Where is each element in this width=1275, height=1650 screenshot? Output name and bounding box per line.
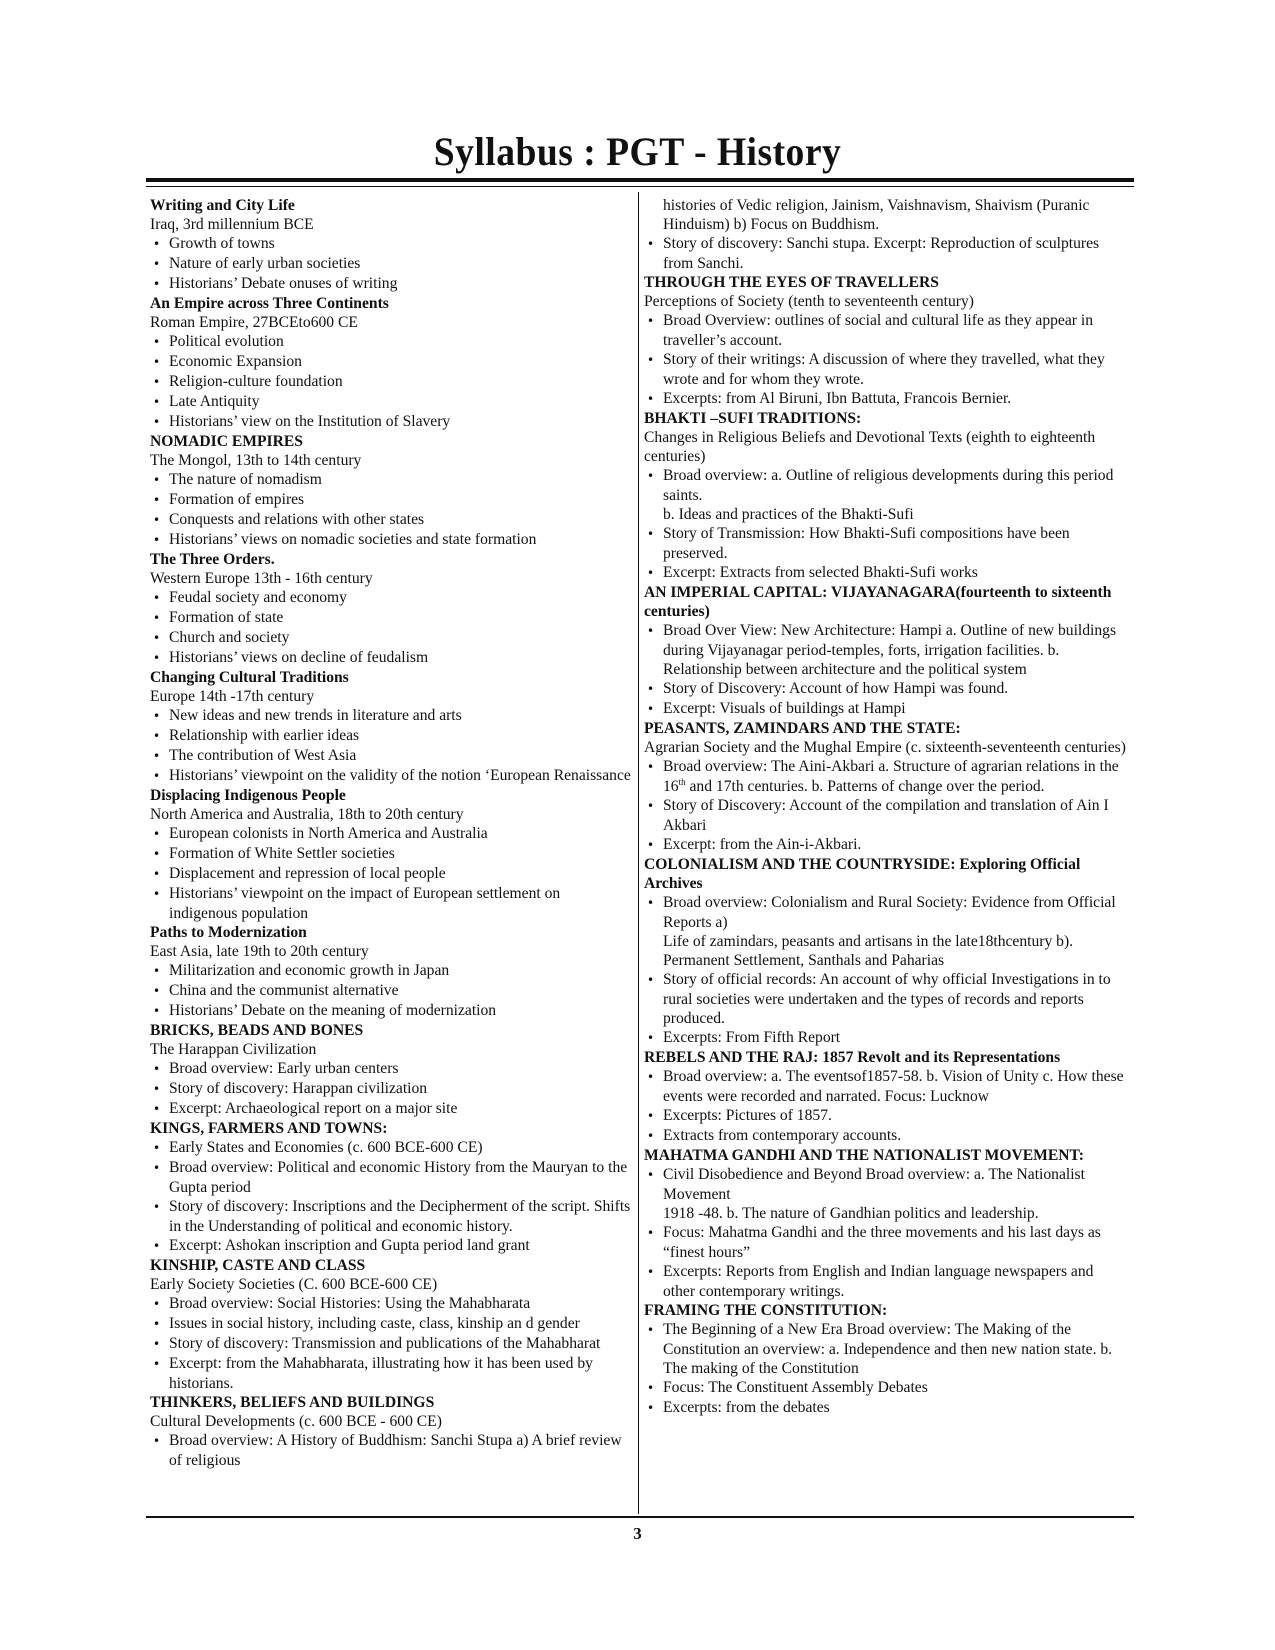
bullet-item: • Story of Discovery: Account of how Hampi was found. (644, 679, 1128, 699)
section-subtitle: Perceptions of Society (tenth to seventeenth century) (644, 293, 974, 310)
section-subtitle: Early Society Societies (C. 600 BCE-600 CE) (150, 1276, 438, 1293)
bullet-item: • Feudal society and economy (150, 588, 632, 608)
bullet-item: • Excerpts: from Al Biruni, Ibn Battuta, Francois Bernier. (644, 389, 1128, 409)
bullet-item: • Story of their writings: A discussion of where they travelled, what they wrote and for whom they wrote. (644, 350, 1128, 389)
bullet-item: • Late Antiquity (150, 392, 632, 412)
title-rule-thin (146, 186, 1134, 187)
bullet-item: • Broad overview: The Aini-Akbari a. Structure of agrarian relations in the 16th and 17th centuries. b. Patterns of change over the period. (644, 757, 1128, 796)
bullet-item: • The contribution of West Asia (150, 746, 632, 766)
section-heading: KINGS, FARMERS AND TOWNS: (150, 1120, 388, 1137)
section-heading: REBELS AND THE RAJ: 1857 Revolt and its Representations (644, 1049, 1061, 1066)
bullet-item: • Extracts from contemporary accounts. (644, 1126, 1128, 1146)
bullet-item: • Excerpt: Extracts from selected Bhakti-Sufi works (644, 563, 1128, 583)
section-subtitle: North America and Australia, 18th to 20th century (150, 806, 464, 823)
bullet-item: • Political evolution (150, 332, 632, 352)
bullet-item: • Excerpts: Pictures of 1857. (644, 1106, 1128, 1126)
section-subtitle: Cultural Developments (c. 600 BCE - 600 CE) (150, 1413, 442, 1430)
section-subtitle: Changes in Religious Beliefs and Devotional Texts (eighth to eighteenth centuries) (644, 429, 1096, 465)
bullet-item: • Broad overview: Colonialism and Rural Society: Evidence from Official Reports a) (644, 893, 1128, 932)
right-column (644, 196, 1128, 1418)
bullet-item: • Issues in social history, including caste, class, kinship an d gender (150, 1314, 632, 1334)
section-subtitle: East Asia, late 19th to 20th century (150, 943, 369, 960)
bullet-item: • Excerpt: Visuals of buildings at Hampi (644, 699, 1128, 719)
section-subtitle: Iraq, 3rd millennium BCE (150, 216, 314, 233)
section-subtitle: Western Europe 13th - 16th century (150, 570, 373, 587)
bullet-item: • Civil Disobedience and Beyond Broad overview: a. The Nationalist Movement (644, 1165, 1128, 1204)
section-subtitle: The Harappan Civilization (150, 1041, 317, 1058)
bullet-item: • Growth of towns (150, 234, 632, 254)
bullet-item: • Formation of White Settler societies (150, 844, 632, 864)
bullet-item: • Historians’ viewpoint on the impact of European settlement on indigenous population (150, 884, 632, 923)
section-subtitle: Agrarian Society and the Mughal Empire (c. sixteenth-seventeenth centuries) (644, 739, 1126, 756)
bullet-item: • Displacement and repression of local people (150, 864, 632, 884)
bullet-item: • Broad overview: A History of Buddhism: Sanchi Stupa a) A brief review of religious (150, 1431, 632, 1470)
section-heading: THINKERS, BELIEFS AND BUILDINGS (150, 1394, 435, 1411)
bullet-item: • Formation of empires (150, 490, 632, 510)
bullet-item: • Story of discovery: Harappan civilization (150, 1079, 632, 1099)
bullet-item: • The Beginning of a New Era Broad overview: The Making of the Constitution an overview: a. Independence and then new nation state. b. The making of the Constitution (644, 1320, 1128, 1378)
bullet-item: • Militarization and economic growth in Japan (150, 961, 632, 981)
bullet-item: • Excerpt: from the Ain-i-Akbari. (644, 835, 1128, 855)
bullet-item: • Story of official records: An account of why official Investigations in to rural societies were undertaken and the types of records and reports produced. (644, 970, 1128, 1028)
bottom-rule (146, 1516, 1134, 1518)
section-heading: The Three Orders. (150, 551, 275, 568)
column-divider (638, 192, 639, 1514)
continued-text: histories of Vedic religion, Jainism, Vaishnavism, Shaivism (Puranic Hinduism) b) Focus on Buddhism. (663, 197, 1090, 233)
section-subtitle: Roman Empire, 27BCEto600 CE (150, 314, 358, 331)
page-title: Syllabus : PGT - History (433, 129, 842, 174)
bullet-item: • Nature of early urban societies (150, 254, 632, 274)
bullet-item: • Economic Expansion (150, 352, 632, 372)
bullet-item: • European colonists in North America and Australia (150, 824, 632, 844)
continued-text: 1918 -48. b. The nature of Gandhian politics and leadership. (663, 1205, 1039, 1222)
bullet-item: • Broad overview: a. Outline of religious developments during this period saints. (644, 466, 1128, 505)
continued-text: b. Ideas and practices of the Bhakti-Sufi (663, 506, 914, 523)
section-heading: Writing and City Life (150, 197, 295, 214)
bullet-item: • Focus: Mahatma Gandhi and the three movements and his last days as “finest hours” (644, 1223, 1128, 1262)
bullet-item: • China and the communist alternative (150, 981, 632, 1001)
section-heading: Changing Cultural Traditions (150, 669, 349, 686)
section-heading: BRICKS, BEADS AND BONES (150, 1022, 364, 1039)
section-heading: AN IMPERIAL CAPITAL: VIJAYANAGARA(fourteenth to sixteenth centuries) (644, 584, 1112, 620)
bullet-item: • Historians’ view on the Institution of Slavery (150, 412, 632, 432)
section-heading: FRAMING THE CONSTITUTION: (644, 1302, 888, 1319)
section-heading: THROUGH THE EYES OF TRAVELLERS (644, 274, 939, 291)
title-rule-thick (146, 178, 1134, 182)
bullet-item: • Religion-culture foundation (150, 372, 632, 392)
page-number: 3 (633, 1524, 642, 1543)
section-heading: BHAKTI –SUFI TRADITIONS: (644, 410, 862, 427)
bullet-item: • Excerpts: from the debates (644, 1398, 1128, 1418)
section-subtitle: Europe 14th -17th century (150, 688, 315, 705)
bullet-item: • Excerpts: From Fifth Report (644, 1028, 1128, 1048)
bullet-item: • Story of Discovery: Account of the compilation and translation of Ain I Akbari (644, 796, 1128, 835)
bullet-item: • Excerpt: from the Mahabharata, illustrating how it has been used by historians. (150, 1354, 632, 1393)
bullet-item: • Excerpt: Ashokan inscription and Gupta period land grant (150, 1236, 632, 1256)
bullet-item: • Story of discovery: Inscriptions and the Decipherment of the script. Shifts in the Understanding of political and economic history. (150, 1197, 632, 1236)
section-subtitle: The Mongol, 13th to 14th century (150, 452, 362, 469)
bullet-item: • Broad overview: Political and economic History from the Mauryan to the Gupta period (150, 1158, 632, 1197)
bullet-item: • Formation of state (150, 608, 632, 628)
bullet-item: • Excerpt: Archaeological report on a major site (150, 1099, 632, 1119)
section-heading: Paths to Modernization (150, 924, 307, 941)
bullet-item: • Broad Over View: New Architecture: Hampi a. Outline of new buildings during Vijayanagar period-temples, forts, irrigation facilities. b. Relationship between architecture and the political system (644, 621, 1128, 679)
bullet-item: • Broad overview: a. The eventsof1857-58. b. Vision of Unity c. How these events were recorded and narrated. Focus: Lucknow (644, 1067, 1128, 1106)
section-heading: MAHATMA GANDHI AND THE NATIONALIST MOVEMENT: (644, 1147, 1084, 1164)
bullet-item: • Story of discovery: Transmission and publications of the Mahabharat (150, 1334, 632, 1354)
bullet-item: • Story of Transmission: How Bhakti-Sufi compositions have been preserved. (644, 524, 1128, 563)
section-heading: PEASANTS, ZAMINDARS AND THE STATE: (644, 720, 961, 737)
section-heading: Displacing Indigenous People (150, 787, 346, 804)
section-heading: NOMADIC EMPIRES (150, 433, 303, 450)
left-column (150, 196, 632, 1470)
bullet-item: • Church and society (150, 628, 632, 648)
bullet-item: • The nature of nomadism (150, 470, 632, 490)
bullet-item: • Story of discovery: Sanchi stupa. Excerpt: Reproduction of sculptures from Sanchi. (644, 234, 1128, 273)
bullet-item: • Historians’ Debate on the meaning of modernization (150, 1001, 632, 1021)
bullet-item: • Historians’ views on decline of feudalism (150, 648, 632, 668)
bullet-item: • Excerpts: Reports from English and Indian language newspapers and other contemporary writings. (644, 1262, 1128, 1301)
bullet-item: • Broad overview: Social Histories: Using the Mahabharata (150, 1294, 632, 1314)
bullet-item: • Broad overview: Early urban centers (150, 1059, 632, 1079)
bullet-item: • Historians’ Debate onuses of writing (150, 274, 632, 294)
bullet-item: • Conquests and relations with other states (150, 510, 632, 530)
section-heading: COLONIALISM AND THE COUNTRYSIDE: Exploring Official Archives (644, 856, 1081, 892)
bullet-item: • Broad Overview: outlines of social and cultural life as they appear in traveller’s account. (644, 311, 1128, 350)
bullet-item: • Early States and Economies (c. 600 BCE-600 CE) (150, 1138, 632, 1158)
bullet-item: • Focus: The Constituent Assembly Debates (644, 1378, 1128, 1398)
section-heading: An Empire across Three Continents (150, 295, 389, 312)
section-heading: KINSHIP, CASTE AND CLASS (150, 1257, 366, 1274)
continued-text: Life of zamindars, peasants and artisans in the late18thcentury b). Permanent Settlement, Santhals and Paharias (663, 933, 1074, 969)
bullet-item: • Historians’ views on nomadic societies and state formation (150, 530, 632, 550)
bullet-item: • Relationship with earlier ideas (150, 726, 632, 746)
bullet-item: • New ideas and new trends in literature and arts (150, 706, 632, 726)
bullet-item: • Historians’ viewpoint on the validity of the notion ‘European Renaissance (150, 766, 632, 786)
